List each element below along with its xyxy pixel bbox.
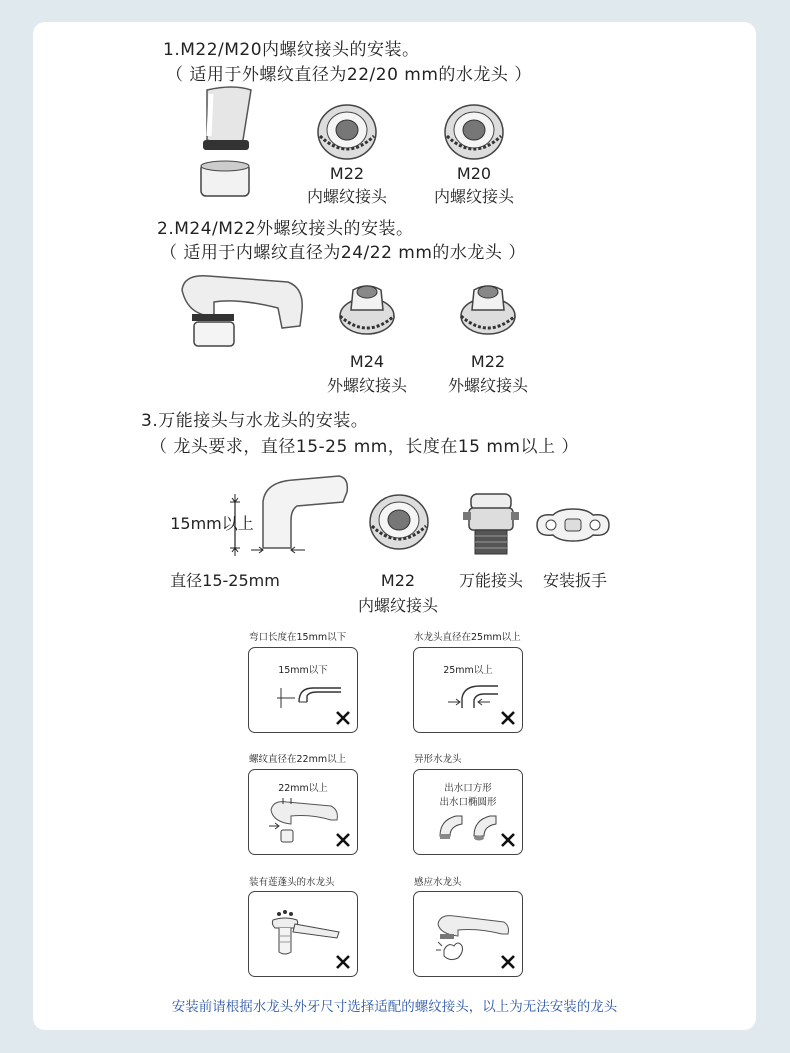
section1-title: 1.M22/M20内螺纹接头的安装。 <box>163 40 420 60</box>
not-supported-icon <box>335 710 351 726</box>
unsupported-inner-label-2: 出水口椭圆形 <box>439 797 497 808</box>
m20-female-connector-icon <box>443 102 505 162</box>
unsupported-inner-label: 22mm以上 <box>278 783 328 794</box>
m22-universal-size-label: M22 <box>380 571 416 590</box>
m24-size-label: M24 <box>349 352 385 371</box>
unsupported-box <box>248 891 358 977</box>
m22-female-connector-icon <box>316 102 378 162</box>
unsupported-inner-label: 25mm以上 <box>443 665 493 676</box>
m22-universal-female-icon <box>368 492 430 552</box>
section2-title: 2.M24/M22外螺纹接头的安装。 <box>157 219 414 239</box>
faucet-with-aerator-icon <box>178 270 308 352</box>
unsupported-caption: 装有莲蓬头的水龙头 <box>249 877 335 888</box>
section1-note: （ 适用于外螺纹直径为22/20 mm的水龙头 ） <box>166 65 532 85</box>
not-supported-icon <box>500 954 516 970</box>
wide-spout-icon <box>434 680 504 720</box>
wrench-icon <box>533 507 613 543</box>
universal-connector-label: 万能接头 <box>458 571 523 590</box>
unsupported-box <box>413 769 523 855</box>
odd-shape-faucet-icon <box>434 810 504 844</box>
diameter-label: 直径15-25mm <box>170 571 280 590</box>
not-supported-icon <box>500 710 516 726</box>
unsupported-caption: 水龙头直径在25mm以上 <box>414 632 521 643</box>
m20-type-label: 内螺纹接头 <box>433 187 514 206</box>
unsupported-box <box>413 647 523 733</box>
unsupported-box <box>248 647 358 733</box>
instruction-card <box>33 22 756 1030</box>
unsupported-box <box>248 769 358 855</box>
faucet-spout-icon <box>193 84 263 209</box>
unsupported-inner-label: 15mm以下 <box>278 665 328 676</box>
unsupported-caption: 感应水龙头 <box>414 877 462 888</box>
m24-type-label: 外螺纹接头 <box>326 376 407 395</box>
section2-note: （ 适用于内螺纹直径为24/22 mm的水龙头 ） <box>160 243 526 263</box>
unsupported-caption: 弯口长度在15mm以下 <box>249 632 347 643</box>
unsupported-caption: 螺纹直径在22mm以上 <box>249 754 347 765</box>
not-supported-icon <box>335 954 351 970</box>
shower-head-faucet-icon <box>265 906 345 962</box>
m22-universal-type-label: 内螺纹接头 <box>357 596 438 615</box>
footer-note: 安装前请根据水龙头外牙尺寸选择适配的螺纹接头，以上为无法安装的龙头 <box>171 999 618 1015</box>
unsupported-caption: 异形水龙头 <box>414 754 462 765</box>
not-supported-icon <box>500 832 516 848</box>
short-spout-icon <box>269 680 339 720</box>
length-label: 15mm以上 <box>170 514 254 533</box>
unsupported-box <box>413 891 523 977</box>
m22-type-label: 内螺纹接头 <box>306 187 387 206</box>
wrench-label: 安装扳手 <box>542 571 607 590</box>
m22-male-type-label: 外螺纹接头 <box>447 376 528 395</box>
m22-male-size-label: M22 <box>470 352 506 371</box>
m22-male-connector-icon <box>458 280 518 338</box>
not-supported-icon <box>335 832 351 848</box>
universal-connector-icon <box>461 490 521 560</box>
large-thread-icon <box>261 796 341 846</box>
unsupported-inner-label: 出水口方形 <box>444 783 492 794</box>
m20-size-label: M20 <box>456 164 492 183</box>
m24-male-connector-icon <box>337 280 397 338</box>
section3-note: （ 龙头要求，直径15-25 mm，长度在15 mm以上 ） <box>150 437 579 457</box>
m22-size-label: M22 <box>329 164 365 183</box>
section3-title: 3.万能接头与水龙头的安装。 <box>141 411 369 431</box>
